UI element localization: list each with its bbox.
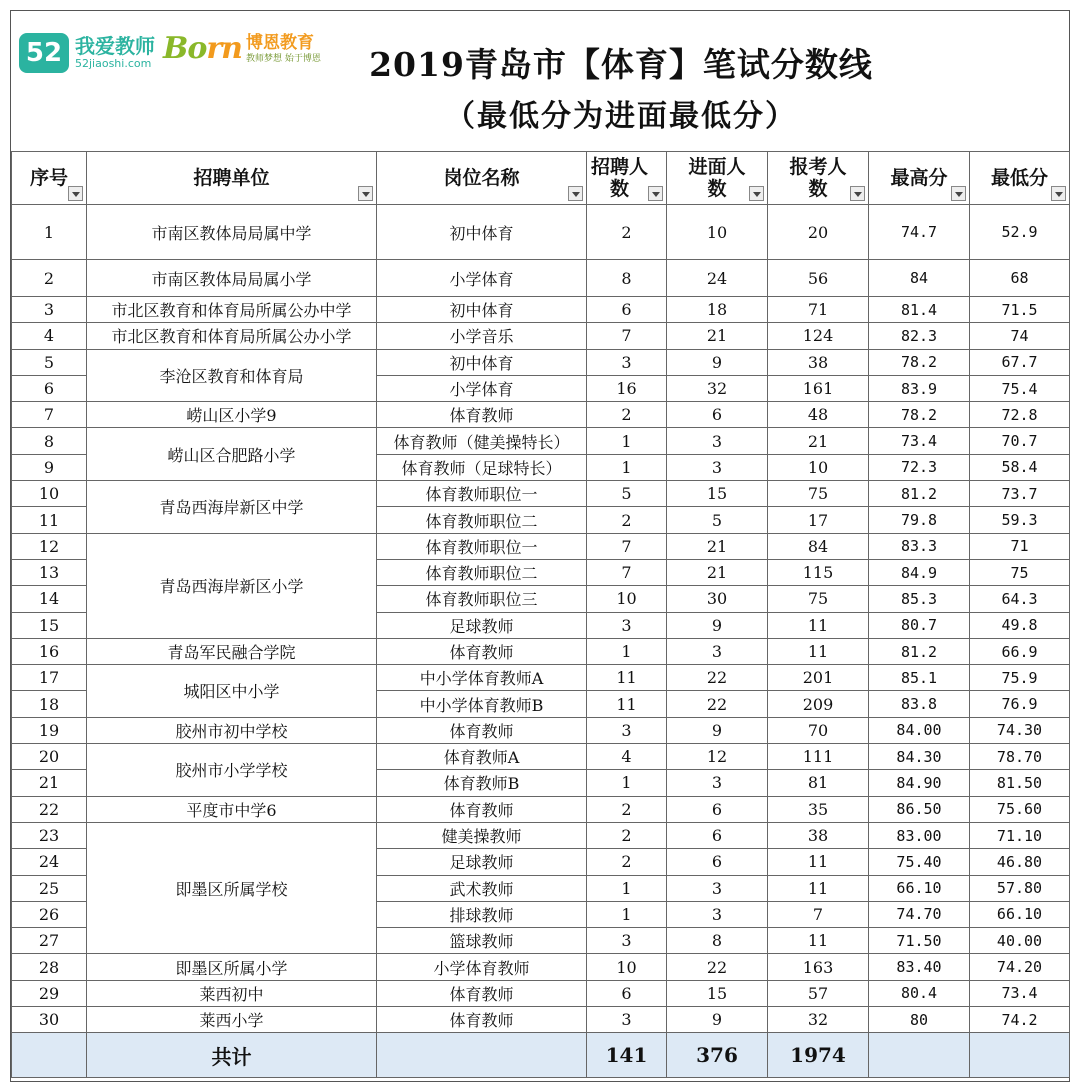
cell-interview: 21	[667, 533, 768, 559]
cell-min: 71.10	[970, 822, 1070, 848]
col-header-interview[interactable]: 进面人数	[667, 152, 768, 205]
cell-post: 体育教师	[377, 796, 587, 822]
cell-applied: 20	[768, 205, 869, 260]
cell-max: 78.2	[869, 349, 970, 375]
cell-post: 体育教师	[377, 638, 587, 664]
cell-post: 体育教师职位一	[377, 481, 587, 507]
cell-hire: 3	[587, 928, 667, 954]
cell-applied: 111	[768, 744, 869, 770]
table-row	[12, 744, 1070, 770]
cell-applied: 11	[768, 612, 869, 638]
cell-min: 52.9	[970, 205, 1070, 260]
cell-min: 72.8	[970, 402, 1070, 428]
cell-post: 排球教师	[377, 901, 587, 927]
cell-min: 58.4	[970, 454, 1070, 480]
cell-no: 10	[12, 481, 87, 507]
table-row	[12, 260, 1070, 297]
cell-min: 67.7	[970, 349, 1070, 375]
cell-applied: 38	[768, 822, 869, 848]
cell-unit: 莱西初中	[87, 980, 377, 1006]
cell-max: 73.4	[869, 428, 970, 454]
cell-applied: 124	[768, 323, 869, 349]
cell-interview: 5	[667, 507, 768, 533]
cell-hire: 1	[587, 770, 667, 796]
col-header-min[interactable]: 最低分	[970, 152, 1070, 205]
table-row	[12, 349, 1070, 375]
logo2-slogan: 教师梦想 始于博恩	[246, 53, 321, 64]
cell-no: 18	[12, 691, 87, 717]
cell-min: 73.7	[970, 481, 1070, 507]
cell-interview: 3	[667, 638, 768, 664]
table-row	[12, 297, 1070, 323]
cell-interview: 9	[667, 717, 768, 743]
cell-max: 86.50	[869, 796, 970, 822]
cell-min: 74	[970, 323, 1070, 349]
total-post-cell	[377, 1033, 587, 1078]
cell-min: 71.5	[970, 297, 1070, 323]
table-row	[12, 980, 1070, 1006]
total-row	[12, 1033, 1070, 1078]
logo-born-icon: Born	[163, 31, 242, 66]
cell-hire: 1	[587, 638, 667, 664]
page-subtitle: （最低分为进面最低分）	[445, 99, 797, 134]
cell-no: 15	[12, 612, 87, 638]
cell-interview: 3	[667, 428, 768, 454]
table-row	[12, 428, 1070, 454]
cell-max: 83.9	[869, 375, 970, 401]
cell-unit: 李沧区教育和体育局	[87, 349, 377, 402]
cell-applied: 75	[768, 586, 869, 612]
cell-max: 78.2	[869, 402, 970, 428]
cell-applied: 201	[768, 665, 869, 691]
cell-unit: 莱西小学	[87, 1007, 377, 1033]
cell-post: 体育教师	[377, 402, 587, 428]
cell-unit: 市北区教育和体育局所属公办中学	[87, 297, 377, 323]
cell-no: 2	[12, 260, 87, 297]
cell-unit: 市南区教体局局属小学	[87, 260, 377, 297]
total-hire: 141	[587, 1033, 667, 1078]
cell-interview: 3	[667, 454, 768, 480]
cell-min: 57.80	[970, 875, 1070, 901]
cell-interview: 3	[667, 901, 768, 927]
cell-max: 84.90	[869, 770, 970, 796]
table-row	[12, 796, 1070, 822]
cell-interview: 15	[667, 481, 768, 507]
cell-applied: 17	[768, 507, 869, 533]
cell-hire: 5	[587, 481, 667, 507]
cell-max: 80.4	[869, 980, 970, 1006]
cell-post: 体育教师	[377, 1007, 587, 1033]
cell-post: 体育教师（健美操特长）	[377, 428, 587, 454]
cell-max: 83.40	[869, 954, 970, 980]
cell-no: 20	[12, 744, 87, 770]
cell-applied: 75	[768, 481, 869, 507]
cell-unit: 平度市中学6	[87, 796, 377, 822]
cell-post: 初中体育	[377, 297, 587, 323]
total-no-cell	[12, 1033, 87, 1078]
cell-post: 中小学体育教师B	[377, 691, 587, 717]
total-applied: 1974	[768, 1033, 869, 1078]
cell-hire: 3	[587, 1007, 667, 1033]
cell-hire: 4	[587, 744, 667, 770]
cell-applied: 7	[768, 901, 869, 927]
cell-applied: 209	[768, 691, 869, 717]
cell-no: 25	[12, 875, 87, 901]
cell-max: 80	[869, 1007, 970, 1033]
cell-post: 体育教师	[377, 980, 587, 1006]
cell-post: 小学体育教师	[377, 954, 587, 980]
cell-max: 84	[869, 260, 970, 297]
logo1-url: 52jiaoshi.com	[75, 57, 152, 70]
cell-unit: 青岛军民融合学院	[87, 638, 377, 664]
col-header-post[interactable]: 岗位名称	[377, 152, 587, 205]
cell-applied: 163	[768, 954, 869, 980]
cell-post: 体育教师职位一	[377, 533, 587, 559]
cell-hire: 3	[587, 349, 667, 375]
filter-dropdown-icon	[648, 186, 663, 201]
table-row	[12, 717, 1070, 743]
filter-dropdown-icon	[68, 186, 83, 201]
cell-hire: 1	[587, 901, 667, 927]
cell-no: 4	[12, 323, 87, 349]
cell-applied: 35	[768, 796, 869, 822]
cell-post: 篮球教师	[377, 928, 587, 954]
cell-post: 小学体育	[377, 375, 587, 401]
cell-applied: 32	[768, 1007, 869, 1033]
cell-interview: 9	[667, 1007, 768, 1033]
cell-interview: 8	[667, 928, 768, 954]
cell-unit: 崂山区小学9	[87, 402, 377, 428]
cell-unit: 市北区教育和体育局所属公办小学	[87, 323, 377, 349]
col-header-no[interactable]: 序号	[12, 152, 87, 205]
cell-interview: 6	[667, 796, 768, 822]
cell-post: 体育教师职位二	[377, 559, 587, 585]
cell-no: 30	[12, 1007, 87, 1033]
cell-no: 17	[12, 665, 87, 691]
cell-min: 74.30	[970, 717, 1070, 743]
cell-applied: 115	[768, 559, 869, 585]
cell-interview: 22	[667, 691, 768, 717]
cell-max: 83.3	[869, 533, 970, 559]
cell-no: 3	[12, 297, 87, 323]
filter-dropdown-icon	[358, 186, 373, 201]
cell-no: 9	[12, 454, 87, 480]
cell-interview: 6	[667, 849, 768, 875]
cell-min: 70.7	[970, 428, 1070, 454]
logo-boen	[163, 31, 321, 66]
cell-unit: 即墨区所属小学	[87, 954, 377, 980]
cell-no: 8	[12, 428, 87, 454]
cell-post: 初中体育	[377, 205, 587, 260]
cell-post: 体育教师职位三	[377, 586, 587, 612]
cell-hire: 2	[587, 822, 667, 848]
cell-interview: 6	[667, 402, 768, 428]
cell-min: 66.10	[970, 901, 1070, 927]
cell-post: 体育教师A	[377, 744, 587, 770]
logo-52jiaoshi	[19, 33, 155, 73]
cell-min: 73.4	[970, 980, 1070, 1006]
cell-max: 85.3	[869, 586, 970, 612]
cell-min: 75	[970, 559, 1070, 585]
cell-max: 84.00	[869, 717, 970, 743]
cell-applied: 70	[768, 717, 869, 743]
cell-post: 武术教师	[377, 875, 587, 901]
document-frame	[10, 10, 1070, 1082]
cell-max: 84.30	[869, 744, 970, 770]
cell-max: 81.4	[869, 297, 970, 323]
cell-interview: 21	[667, 559, 768, 585]
filter-dropdown-icon	[1051, 186, 1066, 201]
cell-max: 81.2	[869, 481, 970, 507]
cell-hire: 1	[587, 454, 667, 480]
cell-interview: 32	[667, 375, 768, 401]
cell-hire: 7	[587, 323, 667, 349]
cell-unit: 崂山区合肥路小学	[87, 428, 377, 481]
cell-unit: 胶州市初中学校	[87, 717, 377, 743]
cell-max: 74.7	[869, 205, 970, 260]
table-row	[12, 665, 1070, 691]
cell-min: 76.9	[970, 691, 1070, 717]
cell-post: 体育教师B	[377, 770, 587, 796]
cell-interview: 3	[667, 875, 768, 901]
cell-hire: 16	[587, 375, 667, 401]
cell-applied: 57	[768, 980, 869, 1006]
cell-post: 体育教师职位二	[377, 507, 587, 533]
cell-interview: 30	[667, 586, 768, 612]
cell-min: 75.9	[970, 665, 1070, 691]
table-row	[12, 822, 1070, 848]
cell-max: 82.3	[869, 323, 970, 349]
cell-no: 11	[12, 507, 87, 533]
cell-unit: 市南区教体局局属中学	[87, 205, 377, 260]
cell-min: 68	[970, 260, 1070, 297]
cell-hire: 7	[587, 559, 667, 585]
cell-interview: 15	[667, 980, 768, 1006]
cell-post: 健美操教师	[377, 822, 587, 848]
logo2-name: 博恩教育	[246, 32, 314, 53]
cell-min: 71	[970, 533, 1070, 559]
cell-no: 27	[12, 928, 87, 954]
cell-no: 24	[12, 849, 87, 875]
cell-no: 26	[12, 901, 87, 927]
cell-applied: 11	[768, 928, 869, 954]
cell-interview: 9	[667, 349, 768, 375]
cell-min: 75.4	[970, 375, 1070, 401]
cell-applied: 38	[768, 349, 869, 375]
cell-min: 46.80	[970, 849, 1070, 875]
cell-post: 足球教师	[377, 612, 587, 638]
cell-hire: 1	[587, 875, 667, 901]
cell-max: 84.9	[869, 559, 970, 585]
total-max-cell	[869, 1033, 970, 1078]
cell-no: 6	[12, 375, 87, 401]
cell-no: 12	[12, 533, 87, 559]
cell-interview: 24	[667, 260, 768, 297]
cell-min: 75.60	[970, 796, 1070, 822]
table-row	[12, 954, 1070, 980]
cell-unit: 青岛西海岸新区中学	[87, 481, 377, 534]
cell-max: 83.00	[869, 822, 970, 848]
cell-no: 19	[12, 717, 87, 743]
total-interview: 376	[667, 1033, 768, 1078]
col-header-applied[interactable]: 报考人数	[768, 152, 869, 205]
cell-min: 40.00	[970, 928, 1070, 954]
logo1-name: 我爱教师	[75, 34, 155, 58]
cell-min: 66.9	[970, 638, 1070, 664]
cell-hire: 10	[587, 586, 667, 612]
filter-dropdown-icon	[568, 186, 583, 201]
cell-interview: 9	[667, 612, 768, 638]
cell-min: 74.20	[970, 954, 1070, 980]
cell-post: 初中体育	[377, 349, 587, 375]
cell-unit: 青岛西海岸新区小学	[87, 533, 377, 638]
cell-no: 14	[12, 586, 87, 612]
cell-post: 小学体育	[377, 260, 587, 297]
cell-hire: 6	[587, 297, 667, 323]
table-row	[12, 205, 1070, 260]
table-row	[12, 481, 1070, 507]
cell-max: 72.3	[869, 454, 970, 480]
cell-max: 75.40	[869, 849, 970, 875]
cell-hire: 11	[587, 691, 667, 717]
cell-no: 16	[12, 638, 87, 664]
score-table	[11, 151, 1070, 1078]
cell-applied: 11	[768, 875, 869, 901]
cell-applied: 84	[768, 533, 869, 559]
cell-applied: 11	[768, 638, 869, 664]
cell-applied: 56	[768, 260, 869, 297]
cell-max: 71.50	[869, 928, 970, 954]
cell-max: 80.7	[869, 612, 970, 638]
cell-hire: 7	[587, 533, 667, 559]
cell-no: 1	[12, 205, 87, 260]
col-header-max[interactable]: 最高分	[869, 152, 970, 205]
cell-min: 64.3	[970, 586, 1070, 612]
cell-hire: 8	[587, 260, 667, 297]
table-row	[12, 1007, 1070, 1033]
cell-max: 81.2	[869, 638, 970, 664]
cell-applied: 11	[768, 849, 869, 875]
header-row	[12, 152, 1070, 205]
cell-no: 21	[12, 770, 87, 796]
cell-post: 体育教师	[377, 717, 587, 743]
cell-min: 81.50	[970, 770, 1070, 796]
cell-applied: 21	[768, 428, 869, 454]
cell-unit: 即墨区所属学校	[87, 822, 377, 953]
cell-no: 5	[12, 349, 87, 375]
cell-post: 足球教师	[377, 849, 587, 875]
filter-dropdown-icon	[951, 186, 966, 201]
cell-post: 中小学体育教师A	[377, 665, 587, 691]
cell-applied: 10	[768, 454, 869, 480]
table-row	[12, 638, 1070, 664]
cell-applied: 71	[768, 297, 869, 323]
cell-min: 78.70	[970, 744, 1070, 770]
table-row	[12, 533, 1070, 559]
cell-hire: 2	[587, 849, 667, 875]
page-title: 2019青岛市【体育】笔试分数线	[369, 45, 873, 84]
cell-no: 23	[12, 822, 87, 848]
cell-no: 13	[12, 559, 87, 585]
cell-min: 59.3	[970, 507, 1070, 533]
cell-post: 体育教师（足球特长）	[377, 454, 587, 480]
table-row	[12, 402, 1070, 428]
cell-no: 29	[12, 980, 87, 1006]
cell-unit: 胶州市小学学校	[87, 744, 377, 797]
cell-max: 85.1	[869, 665, 970, 691]
cell-post: 小学音乐	[377, 323, 587, 349]
cell-hire: 2	[587, 205, 667, 260]
cell-hire: 6	[587, 980, 667, 1006]
col-header-unit[interactable]: 招聘单位	[87, 152, 377, 205]
cell-hire: 2	[587, 796, 667, 822]
cell-no: 7	[12, 402, 87, 428]
cell-unit: 城阳区中小学	[87, 665, 377, 718]
cell-hire: 10	[587, 954, 667, 980]
cell-no: 22	[12, 796, 87, 822]
filter-dropdown-icon	[850, 186, 865, 201]
cell-interview: 12	[667, 744, 768, 770]
cell-hire: 3	[587, 612, 667, 638]
col-header-hire[interactable]: 招聘人数	[587, 152, 667, 205]
cell-applied: 81	[768, 770, 869, 796]
cell-applied: 48	[768, 402, 869, 428]
header	[11, 11, 1069, 151]
cell-interview: 22	[667, 665, 768, 691]
cell-min: 49.8	[970, 612, 1070, 638]
cell-hire: 3	[587, 717, 667, 743]
cell-interview: 22	[667, 954, 768, 980]
cell-max: 66.10	[869, 875, 970, 901]
cell-applied: 161	[768, 375, 869, 401]
cell-hire: 2	[587, 402, 667, 428]
cell-no: 28	[12, 954, 87, 980]
cell-max: 83.8	[869, 691, 970, 717]
filter-dropdown-icon	[749, 186, 764, 201]
table-row	[12, 323, 1070, 349]
cell-hire: 2	[587, 507, 667, 533]
cell-interview: 21	[667, 323, 768, 349]
cell-hire: 11	[587, 665, 667, 691]
total-label: 共计	[87, 1033, 377, 1078]
cell-interview: 3	[667, 770, 768, 796]
logo-52-icon: 52	[19, 33, 69, 73]
cell-max: 79.8	[869, 507, 970, 533]
cell-max: 74.70	[869, 901, 970, 927]
cell-hire: 1	[587, 428, 667, 454]
cell-min: 74.2	[970, 1007, 1070, 1033]
cell-interview: 10	[667, 205, 768, 260]
total-min-cell	[970, 1033, 1070, 1078]
cell-interview: 18	[667, 297, 768, 323]
cell-interview: 6	[667, 822, 768, 848]
